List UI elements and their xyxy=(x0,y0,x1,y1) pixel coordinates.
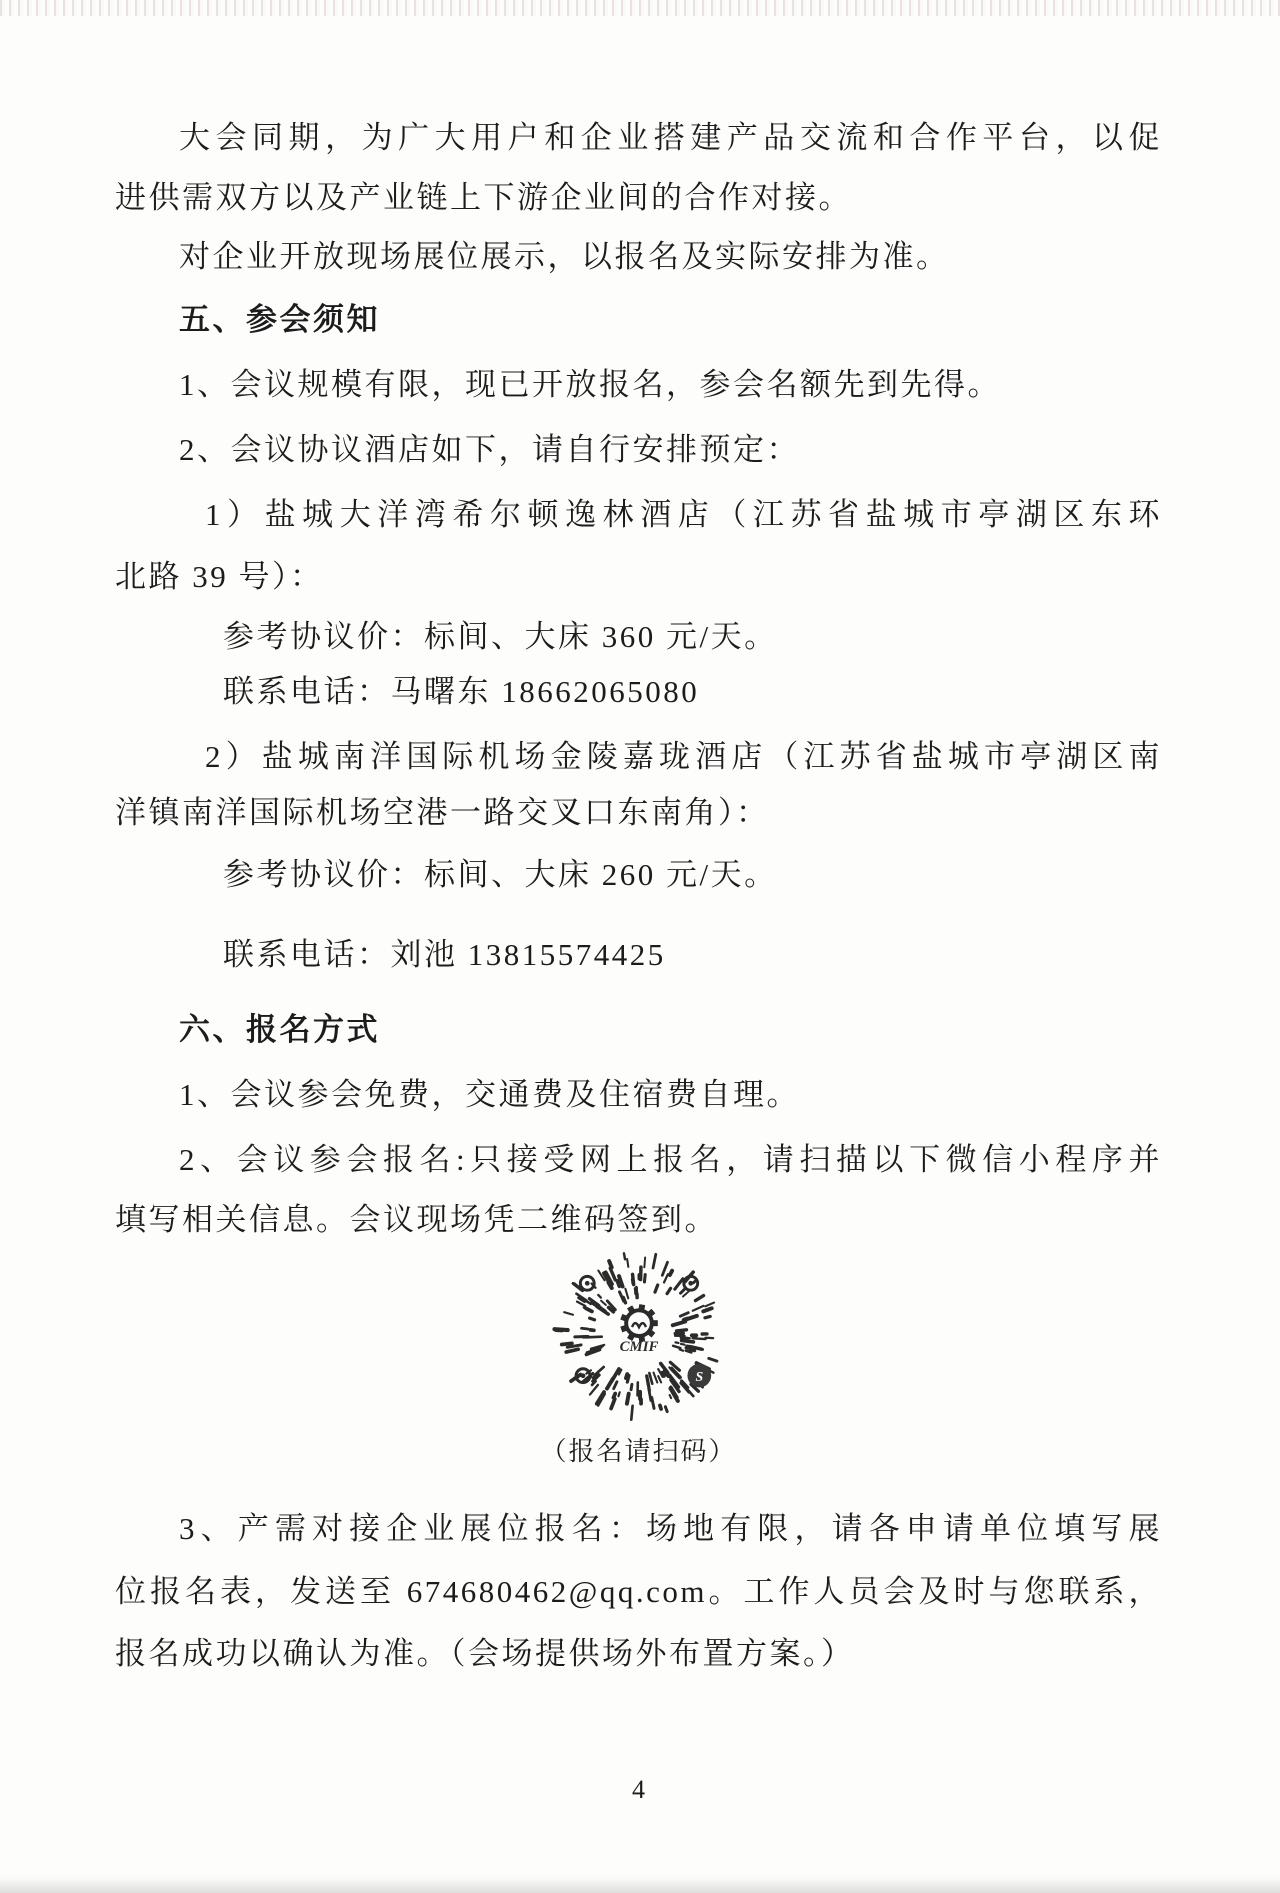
section6-item-3-line-3: 报名成功以确认为准。（会场提供场外布置方案。） xyxy=(115,1636,855,1671)
section6-item-3-line-1: 3、产需对接企业展位报名：场地有限，请各申请单位填写展 xyxy=(179,1511,1162,1546)
section6-item-3-line-2: 位报名表，发送至 674680462@qq.com。工作人员会及时与您联系， xyxy=(115,1574,1162,1609)
section6-item-2-line-2: 填写相关信息。会议现场凭二维码签到。 xyxy=(115,1202,718,1237)
hotel2-price: 参考协议价：标间、大床 260 元/天。 xyxy=(223,857,778,892)
section5-heading: 五、参会须知 xyxy=(179,302,380,337)
qr-logo-text: CMIF xyxy=(619,1338,658,1355)
qr-center-logo xyxy=(606,1302,671,1367)
hotel1-contact: 联系电话：马曙东 18662065080 xyxy=(223,674,700,709)
intro-paragraph-line-3: 对企业开放现场展位展示，以报名及实际安排为准。 xyxy=(179,239,950,274)
hotel2-name-line-1: 2）盐城南洋国际机场金陵嘉珑酒店（江苏省盐城市亭湖区南 xyxy=(205,739,1162,774)
section5-item-2: 2、会议协议酒店如下，请自行安排预定： xyxy=(179,432,800,467)
miniprogram-badge xyxy=(687,1364,711,1388)
miniprogram-badge-letter: S xyxy=(694,1369,703,1385)
hotel2-name-line-2: 洋镇南洋国际机场空港一路交叉口东南角）： xyxy=(115,795,770,830)
scan-artifact-top xyxy=(0,0,1280,16)
scan-artifact-bottom xyxy=(0,1873,1280,1893)
section5-item-1: 1、会议规模有限，现已开放报名，参会名额先到先得。 xyxy=(179,367,1001,402)
hotel1-name-line-2: 北路 39 号）： xyxy=(115,559,324,594)
section6-item-2-line-1: 2、会议参会报名:只接受网上报名，请扫描以下微信小程序并 xyxy=(179,1142,1162,1177)
page-number: 4 xyxy=(632,1775,645,1804)
intro-paragraph-line-2: 进供需双方以及产业链上下游企业间的合作对接。 xyxy=(115,180,852,215)
hotel2-contact: 联系电话：刘池 13815574425 xyxy=(223,937,666,972)
hotel1-price: 参考协议价：标间、大床 360 元/天。 xyxy=(223,619,778,654)
section6-item-1: 1、会议参会免费，交通费及住宿费自理。 xyxy=(179,1077,800,1112)
intro-paragraph-line-1: 大会同期，为广大用户和企业搭建产品交流和合作平台，以促 xyxy=(179,120,1162,155)
qr-caption: （报名请扫码） xyxy=(540,1437,737,1466)
section6-heading: 六、报名方式 xyxy=(179,1012,380,1047)
hotel1-name-line-1: 1）盐城大洋湾希尔顿逸林酒店（江苏省盐城市亭湖区东环 xyxy=(205,497,1162,532)
qr-code-block xyxy=(115,1248,1162,1426)
wechat-miniprogram-qr-icon xyxy=(550,1248,728,1426)
